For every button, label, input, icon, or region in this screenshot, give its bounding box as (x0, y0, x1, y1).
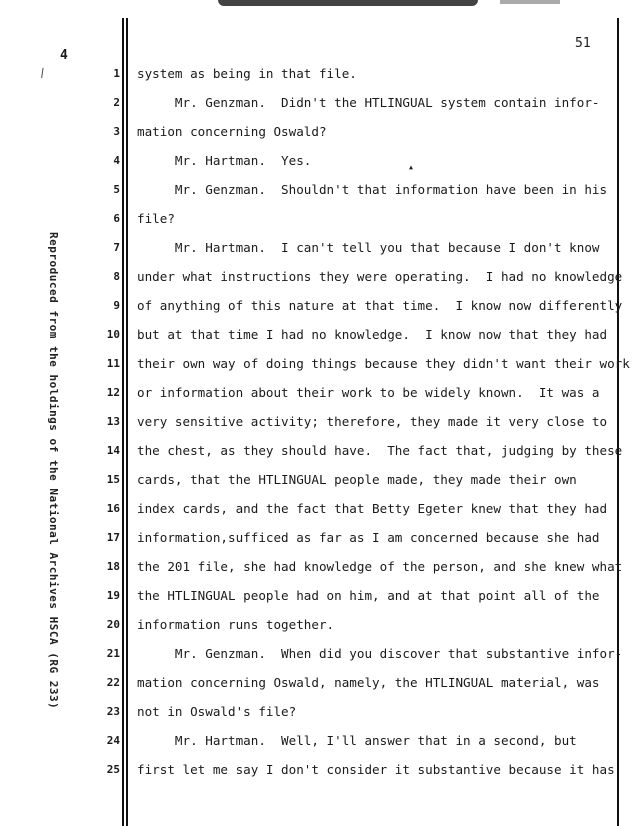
line-number: 3 (113, 125, 120, 138)
line-number: 2 (113, 96, 120, 109)
line-number: 16 (106, 502, 120, 515)
line-number: 23 (106, 705, 120, 718)
transcript-line: not in Oswald's file? (137, 704, 297, 719)
line-number: 11 (106, 357, 120, 370)
margin-rule-left-1 (122, 18, 124, 826)
transcript-line: information runs together. (137, 617, 335, 632)
corner-number: 4 (60, 48, 68, 63)
margin-rule-right (617, 18, 619, 826)
transcript-line: first let me say I don't consider it substantive because it has (137, 762, 615, 777)
transcript-line: their own way of doing things because they didn't want their work (137, 356, 630, 371)
corner-mark-icon: ∖ (35, 65, 49, 81)
line-number: 10 (106, 328, 120, 341)
transcript-line: system as being in that file. (137, 66, 357, 81)
line-number: 21 (106, 647, 120, 660)
line-number: 7 (113, 241, 120, 254)
transcript-line: or information about their work to be widely known. It was a (137, 385, 600, 400)
scan-smudge-top (218, 0, 478, 6)
line-number: 15 (106, 473, 120, 486)
transcript-line: the chest, as they should have. The fact that, judging by these (137, 443, 623, 458)
margin-rule-left-2 (126, 18, 128, 826)
archive-side-note: Reproduced from the holdings of the National Archives HSCA (RG 233) (47, 232, 60, 710)
transcript-line: but at that time I had no knowledge. I know now that they had (137, 327, 608, 342)
line-number: 25 (106, 763, 120, 776)
scan-speck-icon: ▴ (408, 162, 415, 173)
line-number: 22 (106, 676, 120, 689)
transcript-line: file? (137, 211, 175, 226)
transcript-line: cards, that the HTLINGUAL people made, they made their own (137, 472, 577, 487)
line-number: 1 (113, 67, 120, 80)
transcript-line: mation concerning Oswald, namely, the HTLINGUAL material, was (137, 675, 600, 690)
transcript-line: Mr. Hartman. I can't tell you that because I don't know (137, 240, 600, 255)
transcript-line: very sensitive activity; therefore, they made it very close to (137, 414, 608, 429)
transcript-line: the HTLINGUAL people had on him, and at that point all of the (137, 588, 600, 603)
transcript-line: the 201 file, she had knowledge of the person, and she knew what (137, 559, 623, 574)
transcript-line: under what instructions they were operating. I had no knowledge (137, 269, 623, 284)
line-number: 9 (113, 299, 120, 312)
line-number: 4 (113, 154, 120, 167)
scan-smudge-top-right (500, 0, 560, 4)
line-number: 24 (106, 734, 120, 747)
transcript-line: Mr. Hartman. Well, I'll answer that in a second, but (137, 733, 577, 748)
line-number: 6 (113, 212, 120, 225)
line-number: 8 (113, 270, 120, 283)
transcript-line: of anything of this nature at that time. I know now differently (137, 298, 623, 313)
transcript-line: Mr. Hartman. Yes. (137, 153, 312, 168)
transcript-line: information,sufficed as far as I am concerned because she had (137, 530, 600, 545)
line-number: 19 (106, 589, 120, 602)
line-number: 17 (106, 531, 120, 544)
line-number: 14 (106, 444, 120, 457)
transcript-line: mation concerning Oswald? (137, 124, 327, 139)
transcript-line: Mr. Genzman. Didn't the HTLINGUAL system contain infor- (137, 95, 600, 110)
page-number: 51 (575, 36, 591, 51)
line-number: 13 (106, 415, 120, 428)
transcript-line: index cards, and the fact that Betty Egeter knew that they had (137, 501, 608, 516)
line-number: 12 (106, 386, 120, 399)
line-number: 20 (106, 618, 120, 631)
line-number: 18 (106, 560, 120, 573)
transcript-line: Mr. Genzman. Shouldn't that information have been in his (137, 182, 608, 197)
transcript-line: Mr. Genzman. When did you discover that substantive infor- (137, 646, 623, 661)
line-number: 5 (113, 183, 120, 196)
